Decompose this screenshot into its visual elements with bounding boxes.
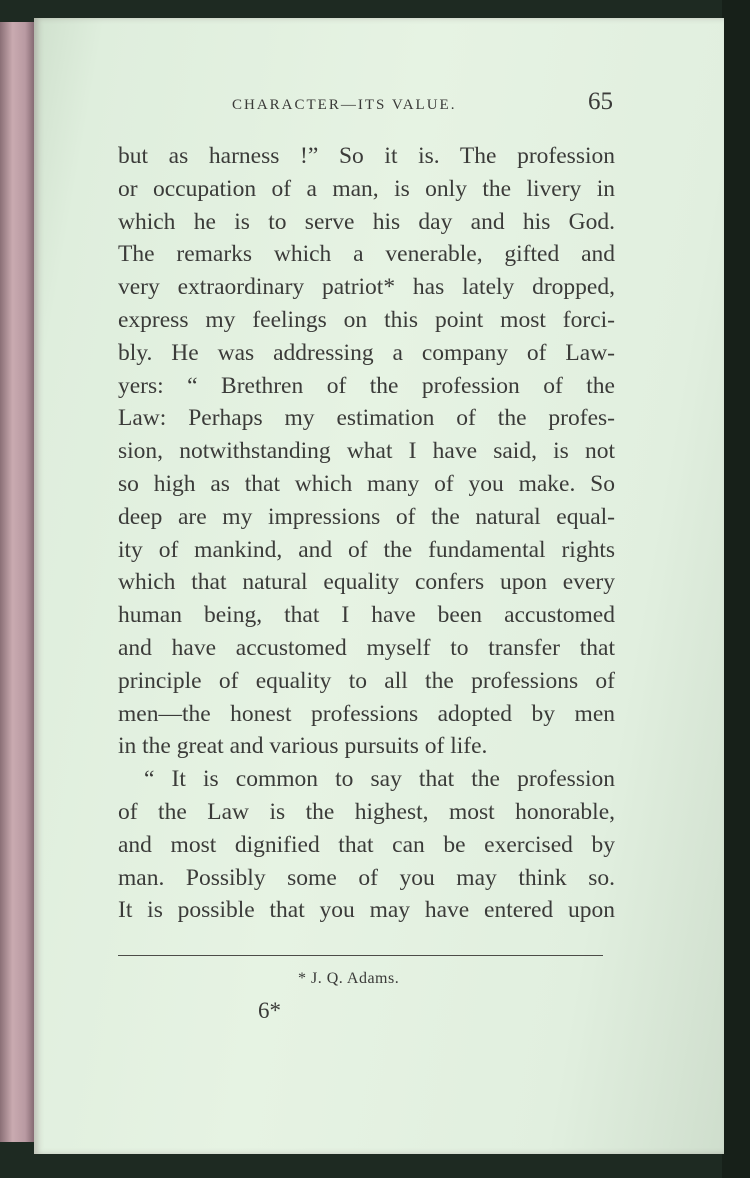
text-line: “ It is common to say that the profession [144, 766, 615, 793]
text-line: but as harness !” So it is. The profession [118, 143, 615, 169]
text-line: Law: Perhaps my estimation of the profes- [118, 405, 615, 432]
text-line: human being, that I have been accustomed [118, 602, 615, 629]
running-head: CHARACTER—ITS VALUE. [232, 97, 457, 113]
text-line: man. Possibly some of you may think so. [118, 864, 615, 891]
text-line: and have accustomed myself to transfer that [118, 634, 615, 661]
book-cover-edge [722, 0, 750, 1178]
text-line: which he is to serve his day and his God. [118, 208, 615, 235]
text-line: express my feelings on this point most forci- [118, 306, 615, 333]
text-line: bly. He was addressing a company of Law- [118, 339, 615, 366]
body-text [118, 140, 615, 927]
page-number: 65 [588, 88, 613, 115]
text-line: and most dignified that can be exercised by [118, 831, 615, 858]
text-line: so high as that which many of you make. So [118, 470, 615, 497]
left-page-edge [0, 22, 36, 1142]
text-line: It is possible that you may have entered upon [118, 897, 615, 924]
footnote: * J. Q. Adams. [298, 970, 400, 987]
text-line: principle of equality to all the professions of [118, 667, 615, 694]
text-line: yers: “ Brethren of the profession of the [118, 372, 615, 399]
text-line: very extraordinary patriot* has lately dropped, [118, 274, 615, 301]
text-line: sion, notwithstanding what I have said, is not [118, 438, 615, 465]
text-line: which that natural equality confers upon every [118, 569, 615, 596]
text-line: men—the honest professions adopted by men [118, 700, 615, 727]
text-line: of the Law is the highest, most honorable, [118, 798, 615, 825]
text-line: or occupation of a man, is only the livery in [118, 175, 615, 202]
page-header [198, 88, 613, 122]
text-line: deep are my impressions of the natural equal- [118, 503, 615, 530]
footnote-rule [118, 955, 603, 956]
text-line: ity of mankind, and of the fundamental rights [118, 536, 615, 563]
text-line: in the great and various pursuits of life. [118, 733, 488, 760]
text-line: The remarks which a venerable, gifted and [118, 241, 615, 268]
signature-mark: 6* [258, 998, 281, 1023]
